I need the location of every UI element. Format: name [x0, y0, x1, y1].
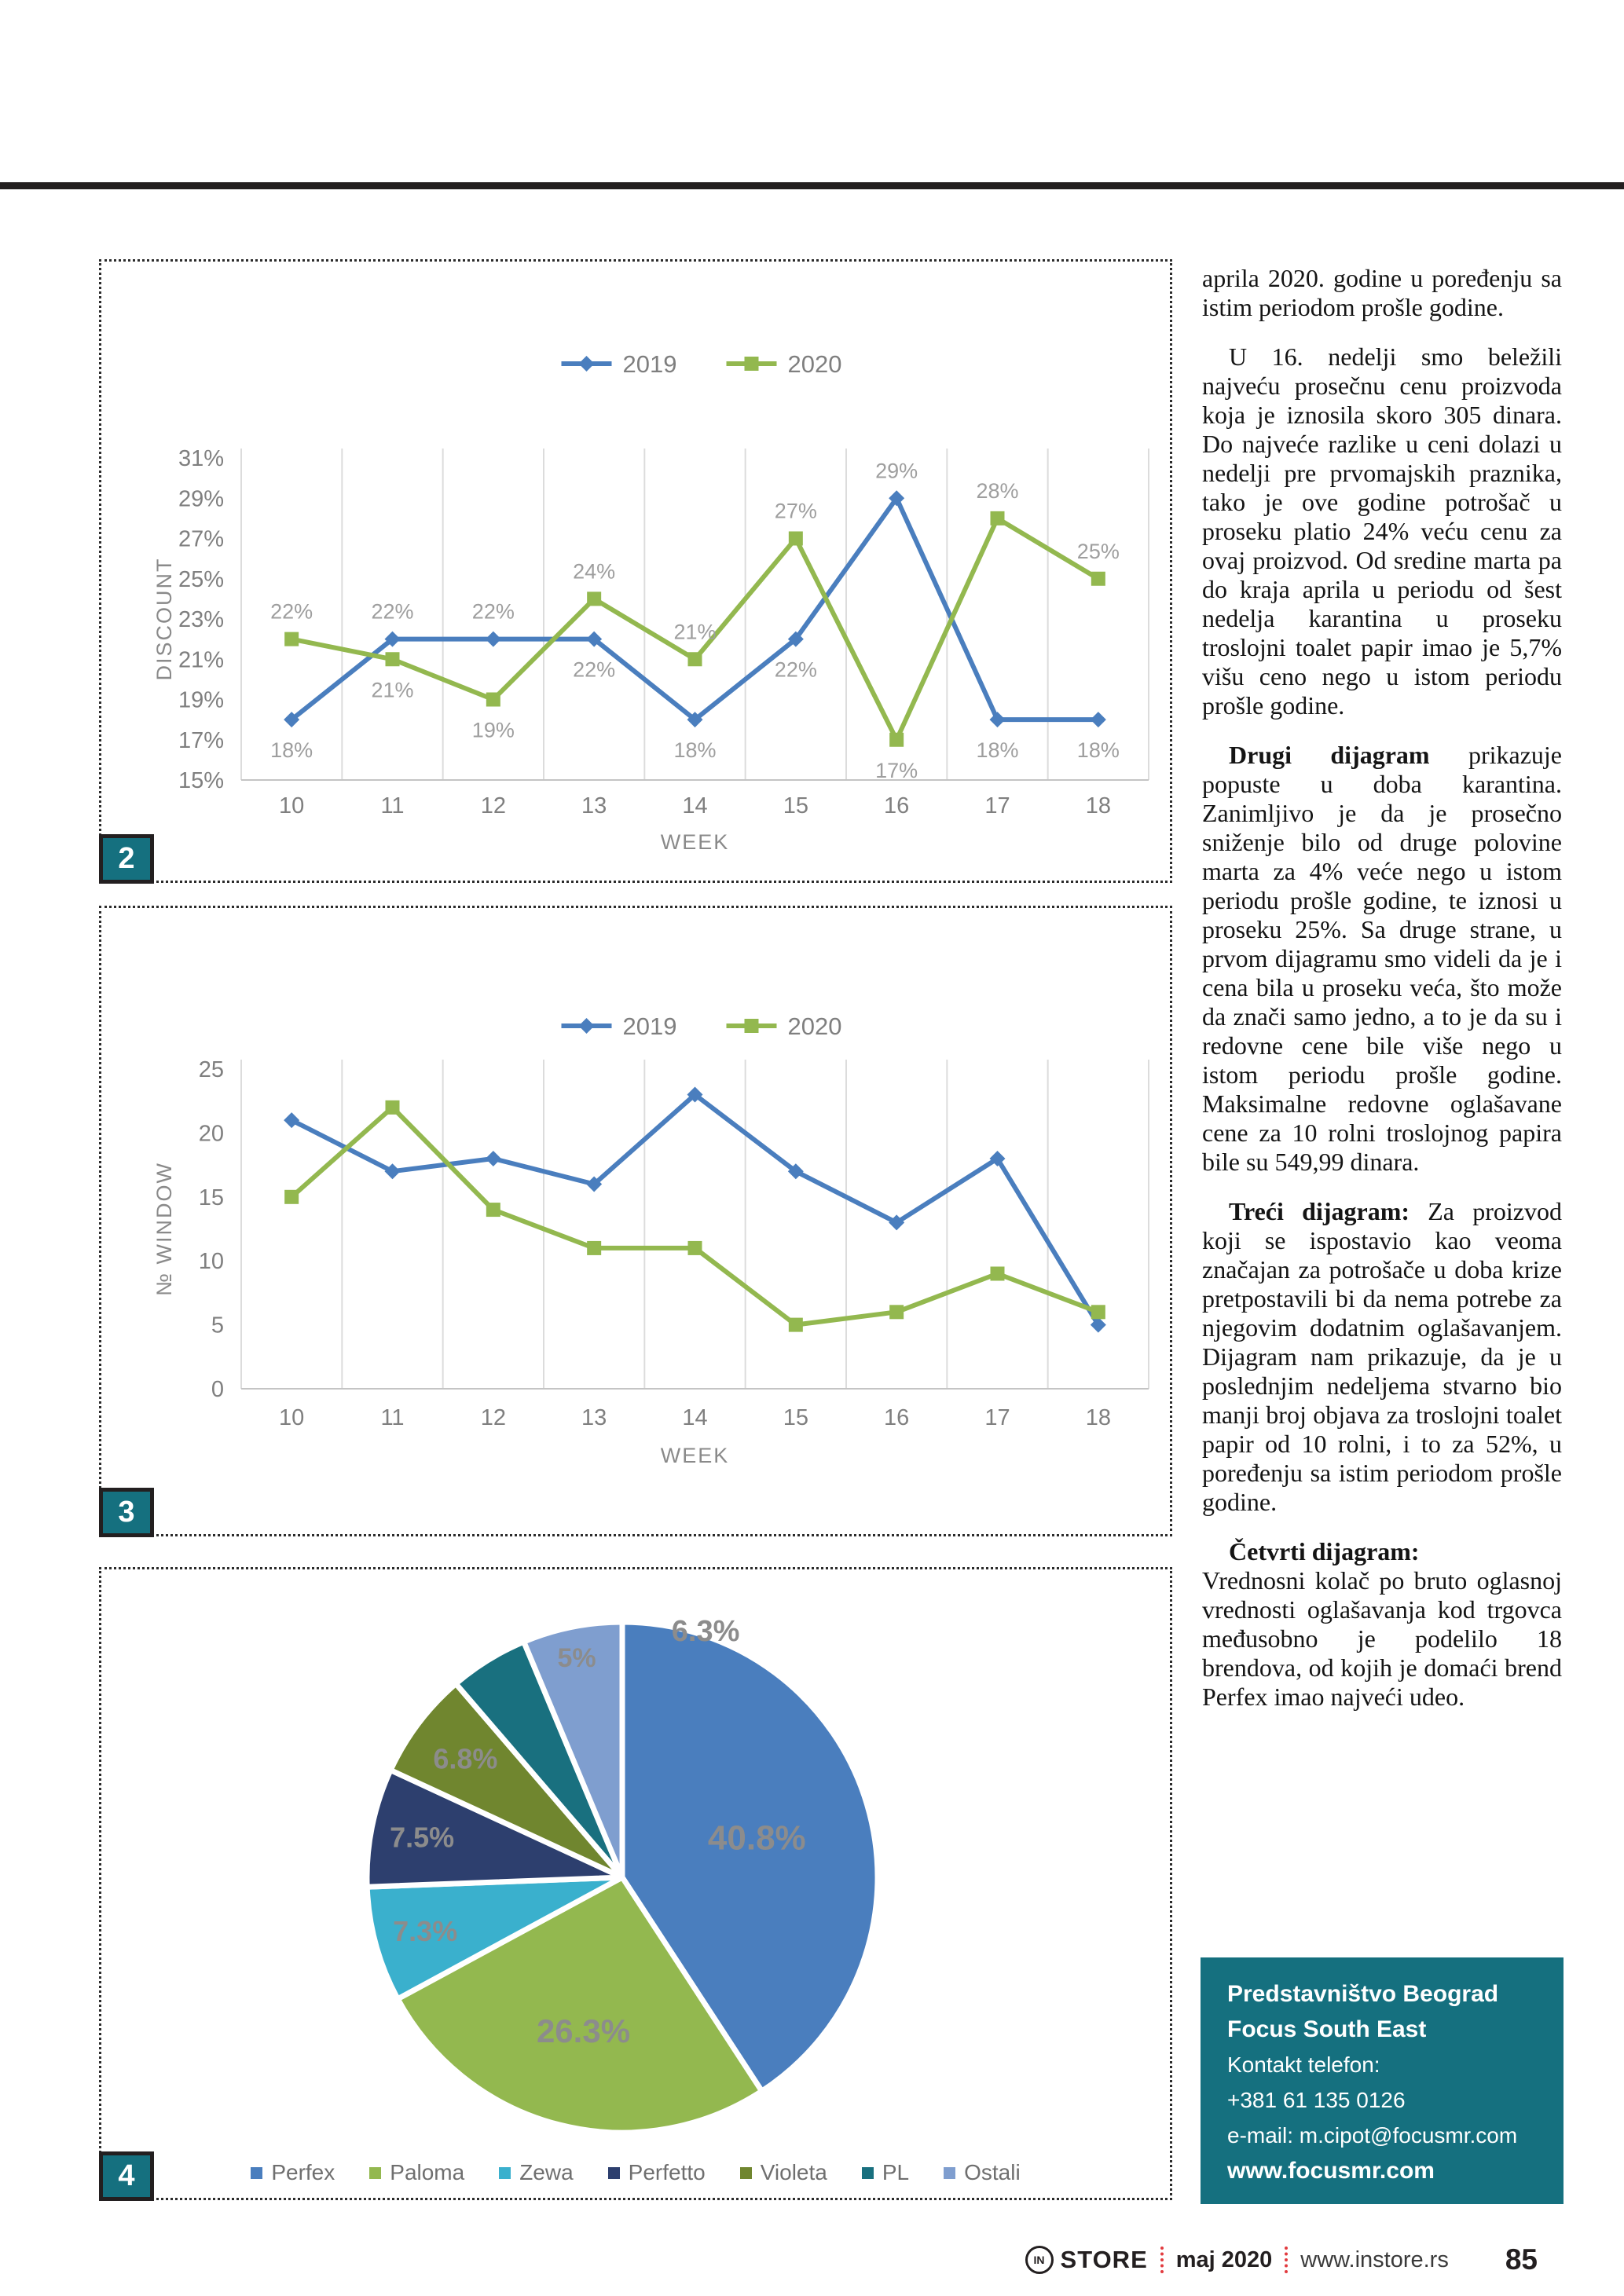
svg-text:12: 12: [480, 793, 506, 818]
contact-line: Predstavništvo Beograd: [1227, 1981, 1499, 2007]
footer-separator: [1160, 2247, 1164, 2273]
window-line-chart: [101, 908, 1170, 1529]
contact-line: Kontakt telefon:: [1227, 2052, 1380, 2077]
contact-line: e-mail: m.cipot@focusmr.com: [1227, 2123, 1518, 2148]
svg-text:22%: 22%: [471, 599, 515, 624]
svg-text:0: 0: [211, 1377, 224, 1402]
article-paragraph: U 16. nedelji smo beležili najveću prosečnu cenu proizvoda koja je iznosila skoro 305 dinara. Do najveće razlike u ceni dolazi u nedelji pre prvomajskih praznika, tako je ove godine potrošač u proseku platio 24% veću cenu za ovaj proizvod. Od sredine marta pa do kraja aprila u periodu od šest nedelja karantina u proseku troslojni toalet papir imao je 5,7% višu ceno nego u istom periodu prošle godine.: [1202, 342, 1562, 720]
figure-box-brand-share-pie: [99, 1567, 1172, 2200]
svg-text:31%: 31%: [178, 446, 224, 471]
legend-label: Paloma: [390, 2160, 465, 2184]
svg-text:27%: 27%: [178, 526, 224, 552]
pie-legend: [101, 2160, 1170, 2185]
svg-text:22%: 22%: [573, 657, 616, 682]
svg-text:25%: 25%: [178, 566, 224, 592]
figure-box-discount-chart: [99, 259, 1172, 883]
svg-text:18%: 18%: [673, 738, 717, 763]
svg-text:21%: 21%: [178, 647, 224, 673]
svg-text:WEEK: WEEK: [660, 830, 730, 854]
pie-legend-item: [499, 2160, 573, 2185]
legend-swatch-icon: [862, 2167, 874, 2179]
legend-label: PL: [882, 2160, 910, 2184]
legend-label: Perfex: [271, 2160, 335, 2184]
contact-line: www.focusmr.com: [1227, 2158, 1435, 2184]
legend-swatch-icon: [944, 2167, 955, 2179]
svg-text:7.3%: 7.3%: [393, 1915, 458, 1948]
svg-text:29%: 29%: [178, 486, 224, 512]
legend-swatch-icon: [499, 2167, 511, 2179]
svg-text:18: 18: [1085, 1405, 1111, 1430]
svg-text:14: 14: [682, 1405, 708, 1430]
footer-issue: maj 2020: [1175, 2247, 1273, 2272]
pie-legend-item: [369, 2160, 464, 2185]
svg-text:DISCOUNT: DISCOUNT: [152, 557, 176, 681]
footer-separator: [1285, 2247, 1288, 2273]
svg-text:2019: 2019: [622, 350, 677, 378]
plot-area: [152, 1057, 1149, 1467]
svg-text:11: 11: [380, 793, 405, 818]
store-logo-text: STORE: [1060, 2246, 1148, 2273]
article-paragraph: Drugi dijagram prikazuje popuste u doba karantina. Zanimljivo je da je prosečno sniženje bilo od druge polovine marta za 4% veće nego u istom periodu prošle godine, te iznosi u proseku 25%. Sa druge strane, u prvom dijagramu smo videli da je i cena bila u proseku veća, što može da znači samo jedno, a to je da su i redovne cene bile više nego u istom periodu prošle godine. Maksimalne redovne oglašavane cene za 10 rolni troslojnog papira bile su 549,99 dinara.: [1202, 741, 1562, 1176]
svg-text:22%: 22%: [371, 599, 414, 624]
svg-text:17%: 17%: [875, 758, 918, 782]
legend-label: Violeta: [760, 2160, 827, 2184]
svg-text:12: 12: [480, 1405, 506, 1430]
legend-swatch-icon: [251, 2167, 262, 2179]
pie-legend-item: [251, 2160, 335, 2185]
svg-text:21%: 21%: [673, 620, 717, 644]
svg-text:10: 10: [279, 793, 305, 818]
svg-text:15%: 15%: [178, 768, 224, 793]
svg-text:20: 20: [198, 1121, 224, 1147]
legend-swatch-icon: [369, 2167, 381, 2179]
instore-logo-icon: IN: [1025, 2246, 1054, 2274]
legend-swatch-icon: [608, 2167, 620, 2179]
svg-text:2020: 2020: [787, 1013, 842, 1040]
svg-text:13: 13: [581, 1405, 607, 1430]
svg-text:18%: 18%: [1076, 738, 1120, 763]
svg-text:17: 17: [984, 793, 1010, 818]
svg-text:40.8%: 40.8%: [707, 1818, 806, 1858]
legend-label: Zewa: [519, 2160, 574, 2184]
legend-label: Perfetto: [628, 2160, 706, 2184]
svg-text:5%: 5%: [557, 1642, 596, 1673]
svg-text:16: 16: [884, 1405, 910, 1430]
svg-text:6.3%: 6.3%: [671, 1615, 740, 1649]
svg-text:24%: 24%: [573, 559, 616, 584]
svg-text:23%: 23%: [178, 607, 224, 632]
svg-text:29%: 29%: [875, 459, 918, 483]
article-paragraph: Četvrti dijagram: Vrednosni kolač po bruto oglasnoj vrednosti oglašavanja kod trgovca međusobno je podelilo 18 brendova, od kojih je domaći brend Perfex imao najveći udeo.: [1202, 1537, 1562, 1711]
svg-text:18: 18: [1085, 793, 1111, 818]
svg-text:22%: 22%: [774, 657, 817, 682]
svg-text:15: 15: [783, 793, 808, 818]
chart-legend: [562, 350, 842, 378]
svg-text:25: 25: [198, 1057, 224, 1082]
svg-text:15: 15: [198, 1185, 224, 1210]
figure-box-window-chart: [99, 906, 1172, 1536]
svg-text:22%: 22%: [270, 599, 313, 624]
contact-line: Focus South East: [1227, 2016, 1427, 2042]
article-column: [1202, 264, 1562, 1732]
svg-text:2020: 2020: [787, 350, 842, 378]
svg-text:14: 14: [682, 793, 708, 818]
figure-number-badge: 4: [99, 2151, 154, 2201]
svg-text:18%: 18%: [976, 738, 1019, 763]
discount-line-chart: [101, 262, 1170, 876]
svg-text:№ WINDOW: № WINDOW: [152, 1162, 176, 1296]
svg-text:10: 10: [198, 1249, 224, 1275]
svg-text:6.8%: 6.8%: [433, 1742, 498, 1775]
page-footer: [1025, 2243, 1538, 2276]
brand-share-pie-chart: [101, 1569, 1170, 2143]
svg-text:15: 15: [783, 1405, 808, 1430]
svg-text:WEEK: WEEK: [660, 1444, 730, 1467]
figure-number-badge: 2: [99, 834, 154, 884]
svg-text:17%: 17%: [178, 727, 224, 753]
plot-area: [152, 446, 1149, 854]
svg-text:11: 11: [380, 1405, 405, 1430]
pie-legend-item: [608, 2160, 706, 2185]
svg-text:5: 5: [211, 1313, 224, 1338]
svg-text:21%: 21%: [371, 678, 414, 702]
pie-legend-item: [740, 2160, 827, 2185]
legend-swatch-icon: [740, 2167, 752, 2179]
contact-line: +381 61 135 0126: [1227, 2088, 1406, 2112]
svg-text:17: 17: [984, 1405, 1010, 1430]
legend-label: Ostali: [964, 2160, 1021, 2184]
pie-legend-item: [862, 2160, 909, 2185]
svg-text:25%: 25%: [1076, 539, 1120, 563]
svg-text:7.5%: 7.5%: [390, 1821, 455, 1854]
svg-text:18%: 18%: [270, 738, 313, 763]
article-paragraph: aprila 2020. godine u poređenju sa istim periodom prošle godine.: [1202, 264, 1562, 321]
contact-box: [1201, 1957, 1564, 2204]
figure-number-badge: 3: [99, 1488, 154, 1537]
svg-text:19%: 19%: [178, 687, 224, 713]
series-line-2020: [291, 1108, 1098, 1325]
page-top-rule: [0, 182, 1624, 189]
svg-text:16: 16: [884, 793, 910, 818]
svg-text:13: 13: [581, 793, 607, 818]
svg-text:2019: 2019: [622, 1013, 677, 1040]
pie-legend-item: [944, 2160, 1021, 2185]
chart-legend: [562, 1013, 842, 1040]
svg-text:26.3%: 26.3%: [536, 2012, 631, 2049]
svg-text:10: 10: [279, 1405, 305, 1430]
article-paragraph: Treći dijagram: Za proizvod koji se ispostavio kao veoma značajan za potrošače u doba krize pretpostavili bi da nema potrebe za njegovim dodatnim oglašavanjem. Dijagram nam prikazuje, da je u poslednjim nedeljema stvarno bio manji broj objava za troslojni toalet papir od 10 rolni, i to za 52%, u poređenju sa istim periodom prošle godine.: [1202, 1197, 1562, 1516]
page-number: 85: [1505, 2243, 1538, 2276]
svg-text:27%: 27%: [774, 499, 817, 523]
svg-text:19%: 19%: [471, 718, 515, 742]
footer-website: www.instore.rs: [1300, 2247, 1449, 2272]
svg-text:28%: 28%: [976, 478, 1019, 503]
